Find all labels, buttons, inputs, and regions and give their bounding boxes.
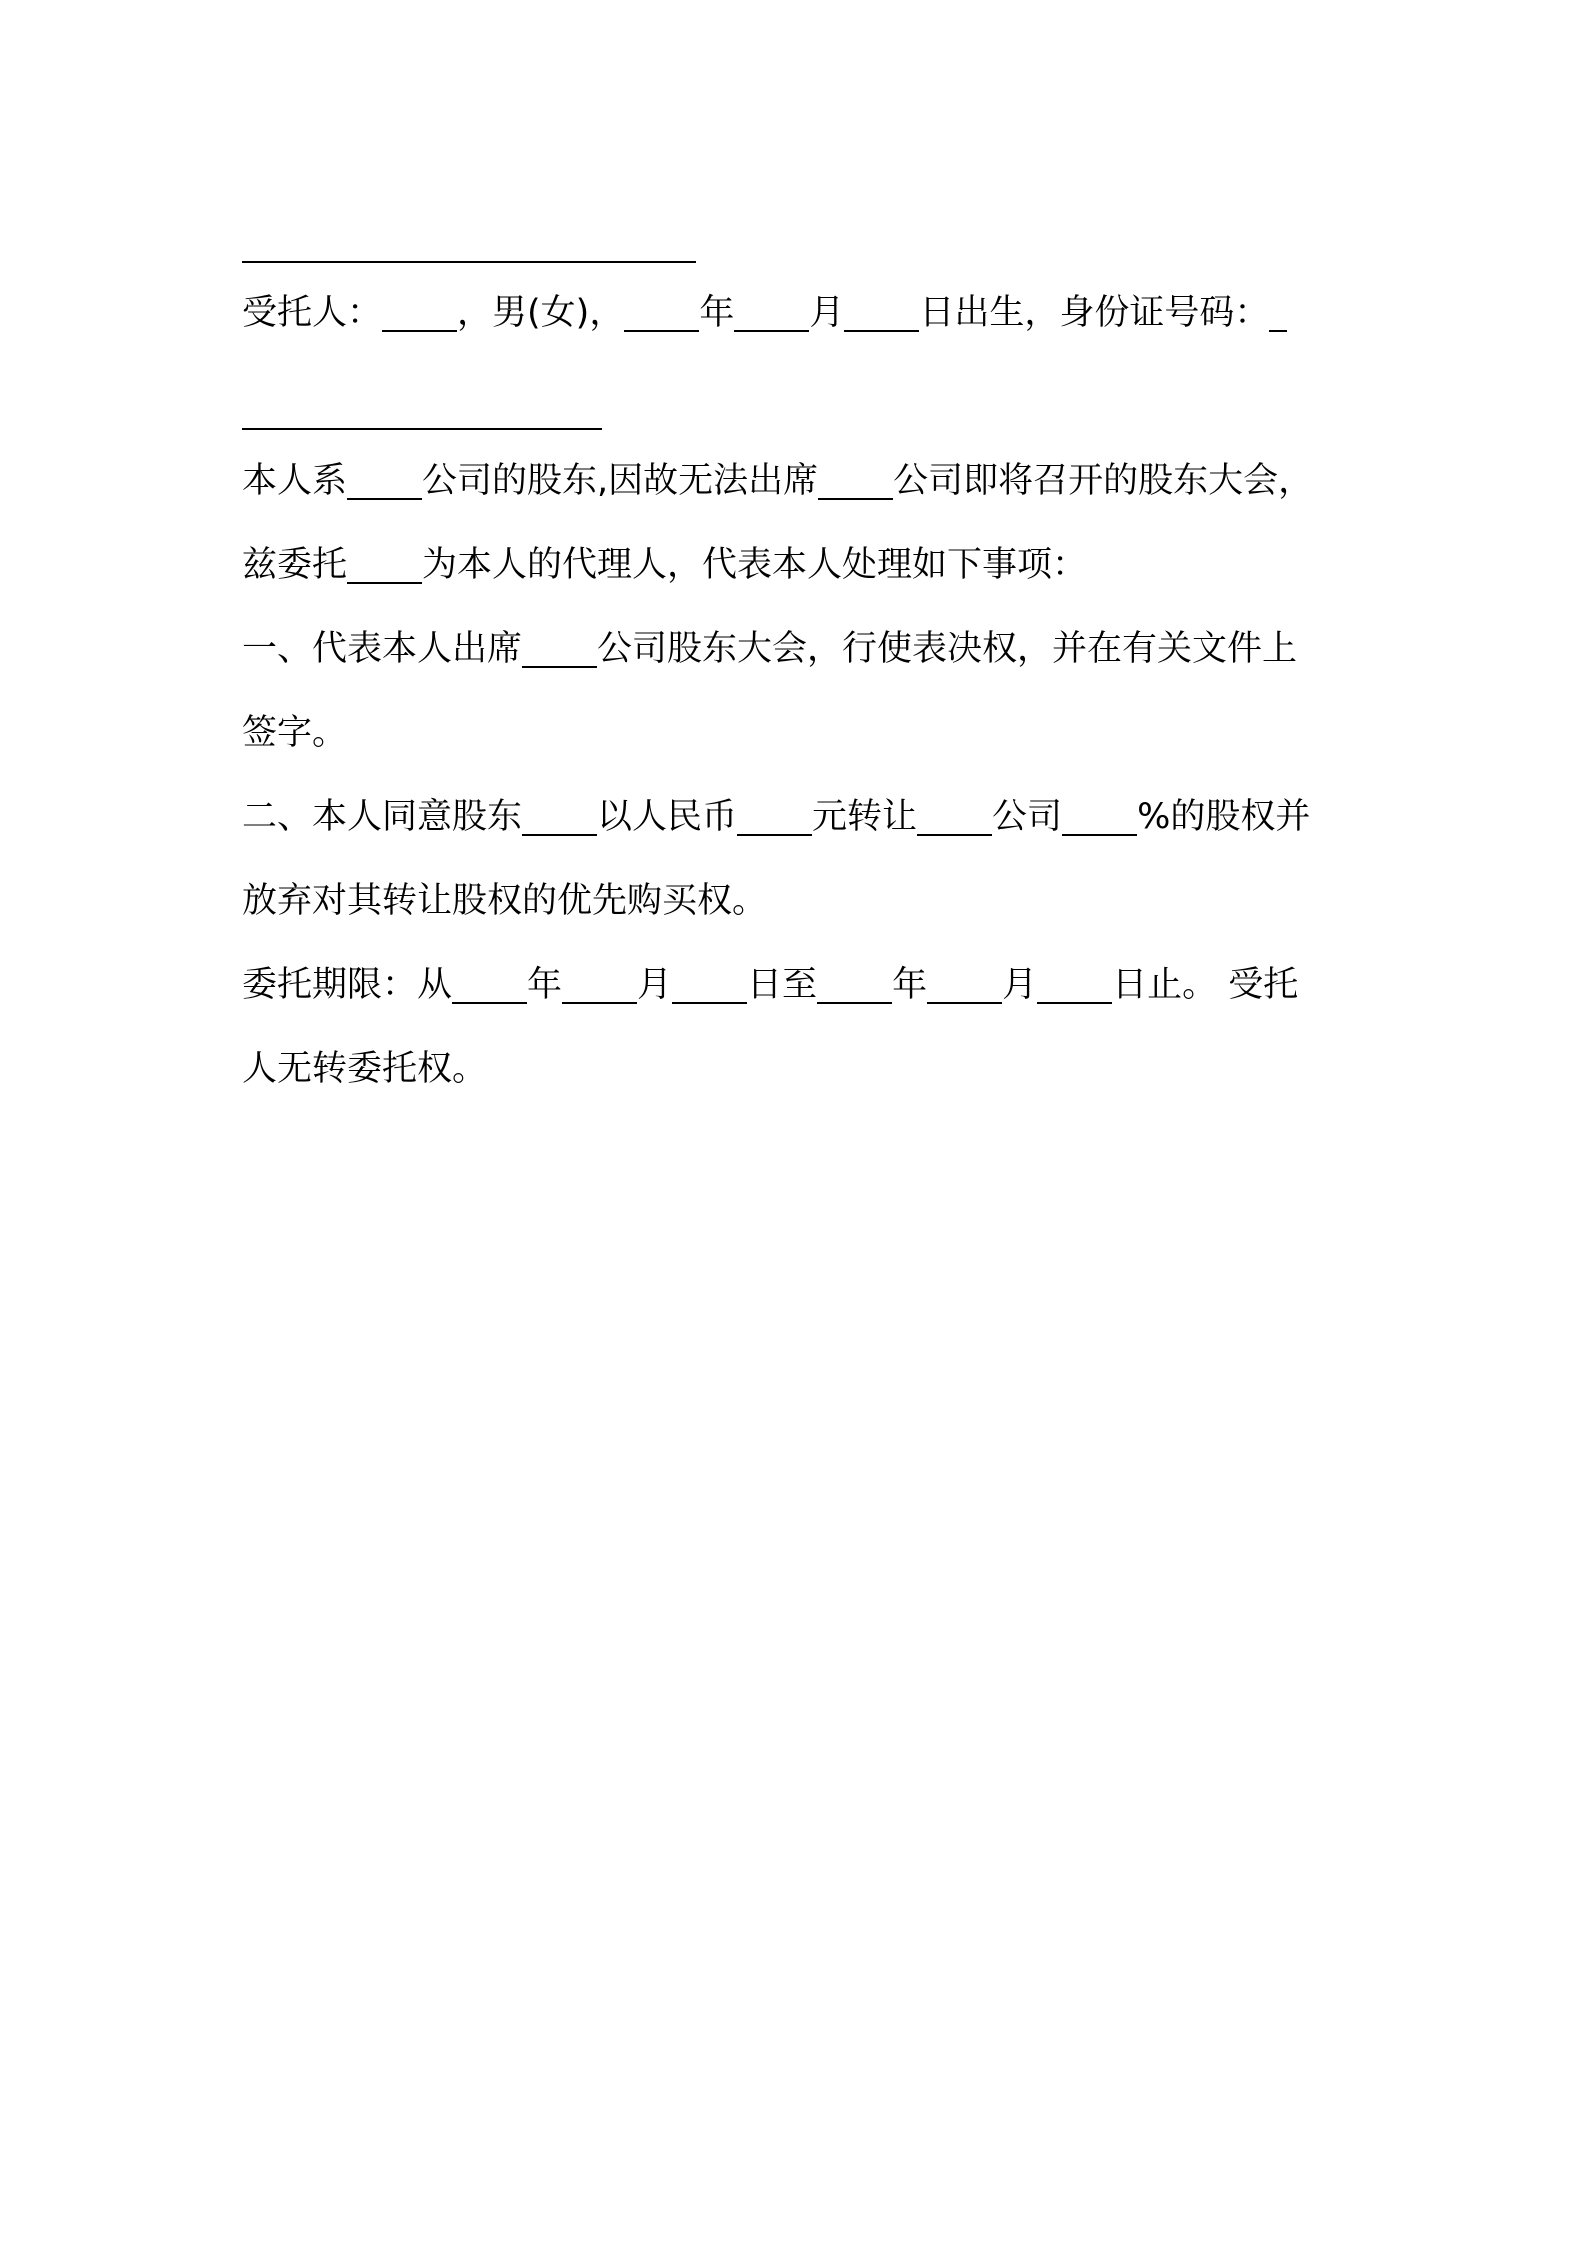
birth-id-text: 日出生，身份证号码： [919, 293, 1270, 333]
item-two-line [242, 787, 1310, 847]
item-one-text-2: 公司股东大会，行使表决权，并在有关文件上 [597, 629, 1298, 669]
company-text: 公司 [992, 797, 1063, 837]
shareholder-text: 公司的股东,因故无法出席 [422, 461, 819, 501]
start-year-text: 年 [527, 965, 563, 1005]
start-year-blank[interactable] [452, 968, 527, 1004]
term-line [242, 955, 1298, 1015]
amount-blank[interactable] [737, 800, 812, 836]
percent-blank[interactable] [1062, 800, 1137, 836]
item-one-cont-line [242, 703, 347, 763]
rmb-text: 以人民币 [597, 797, 738, 837]
trustee-label: 受托人： [242, 293, 383, 333]
end-day-text: 日止。 受托 [1112, 965, 1299, 1005]
waive-text: 放弃对其转让股权的优先购买权。 [242, 881, 768, 921]
entrust-text: 兹委托 [242, 545, 348, 585]
birth-month-blank[interactable] [734, 296, 809, 332]
top-rule [242, 261, 696, 263]
company-blank-4[interactable] [917, 800, 992, 836]
start-day-blank[interactable] [672, 968, 747, 1004]
end-year-blank[interactable] [817, 968, 892, 1004]
birth-year-blank[interactable] [624, 296, 699, 332]
trustee-name-blank[interactable] [382, 296, 457, 332]
end-month-text: 月 [1002, 965, 1038, 1005]
id-number-rule [242, 428, 602, 430]
birth-day-blank[interactable] [844, 296, 919, 332]
term-label: 委托期限：从 [242, 965, 453, 1005]
company-blank-1[interactable] [347, 464, 422, 500]
no-subdelegate-text: 人无转委托权。 [242, 1049, 488, 1089]
equity-text: %的股权并 [1137, 797, 1311, 837]
sign-text: 签字。 [242, 713, 348, 753]
end-year-text: 年 [892, 965, 928, 1005]
month-text: 月 [809, 293, 845, 333]
shareholder-line [242, 451, 1313, 511]
term-cont-line [242, 1039, 487, 1099]
end-day-blank[interactable] [1037, 968, 1112, 1004]
self-text: 本人系 [242, 461, 348, 501]
transfer-text: 元转让 [812, 797, 918, 837]
agent-blank[interactable] [347, 548, 422, 584]
gender-text: 男(女)， [492, 293, 625, 333]
end-month-blank[interactable] [927, 968, 1002, 1004]
year-text: 年 [699, 293, 735, 333]
start-month-blank[interactable] [562, 968, 637, 1004]
agent-text: 为本人的代理人，代表本人处理如下事项： [422, 545, 1088, 585]
company-blank-2[interactable] [818, 464, 893, 500]
item-two-cont-line [242, 871, 767, 931]
id-number-blank-start[interactable] [1269, 296, 1287, 332]
meeting-text: 公司即将召开的股东大会， [893, 461, 1314, 501]
item-one-text-1: 一、代表本人出席 [242, 629, 523, 669]
trustee-comma: ， [457, 293, 493, 333]
start-day-text: 日至 [747, 965, 818, 1005]
item-one-line [242, 619, 1297, 679]
company-blank-3[interactable] [522, 632, 597, 668]
shareholder-blank[interactable] [522, 800, 597, 836]
trustee-line [242, 283, 1287, 343]
item-two-text-1: 二、本人同意股东 [242, 797, 523, 837]
entrust-line [242, 535, 1087, 595]
start-month-text: 月 [637, 965, 673, 1005]
